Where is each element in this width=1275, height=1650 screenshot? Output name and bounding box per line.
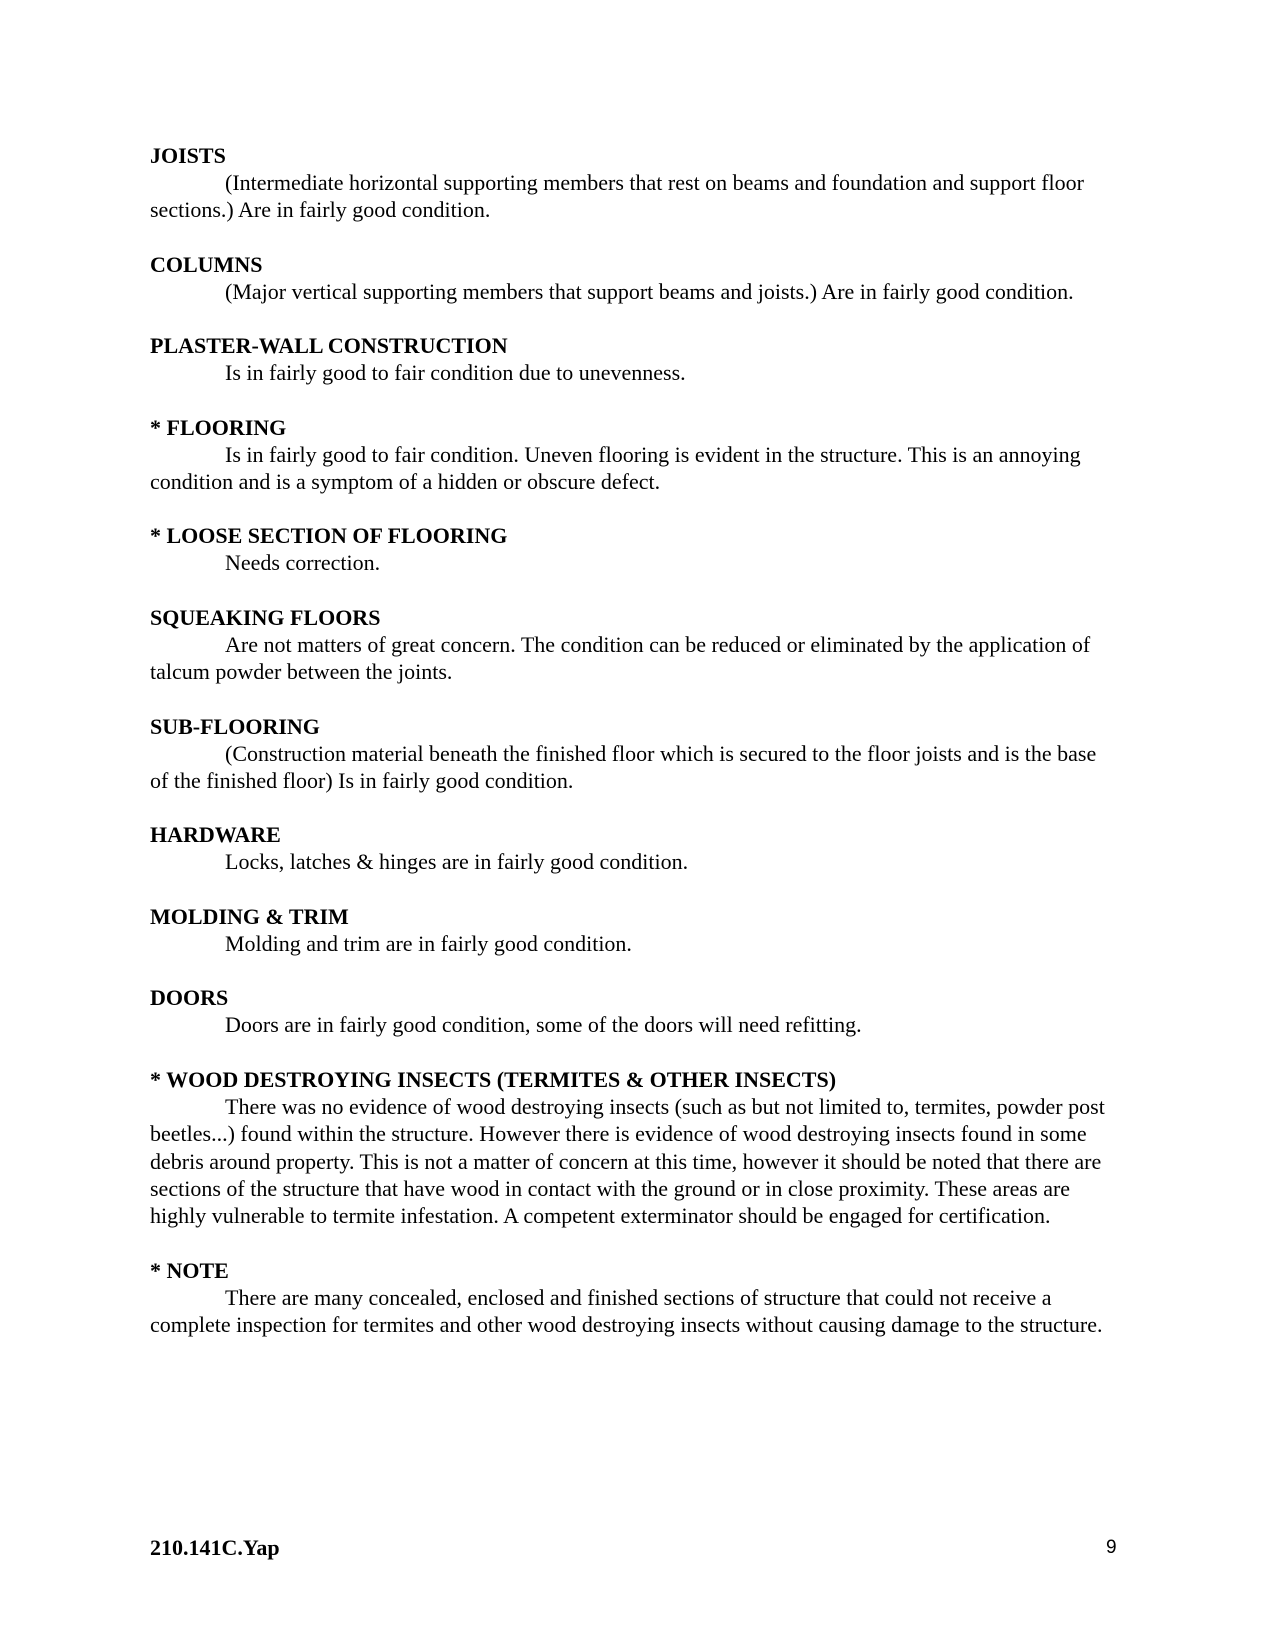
section-heading: DOORS <box>150 985 229 1011</box>
footer-document-id: 210.141C.Yap <box>150 1535 280 1560</box>
section-heading: SUB-FLOORING <box>150 713 320 739</box>
section-joists <box>150 142 1120 224</box>
section-hardware <box>150 821 1120 875</box>
section-text: Is in fairly good to fair condition due to unevenness. <box>225 360 686 386</box>
section-sub-flooring <box>150 713 1120 795</box>
section-doors <box>150 984 1120 1038</box>
section-text: Molding and trim are in fairly good condition. <box>225 930 632 956</box>
section-text: Needs correction. <box>225 550 381 576</box>
section-flooring <box>150 414 1120 496</box>
section-text: There are many concealed, enclosed and finished sections of structure that could not receive a complete inspection for termites and other wood destroying insects without causing damage to the structure. <box>150 1284 1103 1338</box>
section-molding-and-trim <box>150 903 1120 957</box>
report-page-body <box>150 142 1120 1366</box>
section-text: (Intermediate horizontal supporting members that rest on beams and foundation and support floor sections.) Are in fairly good condition. <box>150 170 1084 223</box>
section-heading: SQUEAKING FLOORS <box>150 604 381 630</box>
section-text: Are not matters of great concern. The condition can be reduced or eliminated by the application of talcum powder between the joints. <box>150 631 1091 685</box>
section-squeaking-floors <box>150 604 1120 686</box>
section-text: There was no evidence of wood destroying insects (such as but not limited to, termites, powder post beetles...) found within the structure. However there is evidence of wood destroying insects found in some debris around property. This is not a matter of concern at this time, however it should be noted that there are sections of the structure that have wood in contact with the ground or in close proximity. These areas are highly vulnerable to termite infestation. A competent exterminator should be engaged for certification. <box>150 1093 1105 1229</box>
section-heading: COLUMNS <box>150 251 263 277</box>
section-loose-section-of-flooring <box>150 522 1120 576</box>
section-heading: JOISTS <box>150 143 226 168</box>
section-heading: PLASTER-WALL CONSTRUCTION <box>150 333 508 359</box>
section-text: Doors are in fairly good condition, some of the doors will need refitting. <box>225 1012 862 1038</box>
section-text: Locks, latches & hinges are in fairly good condition. <box>225 849 689 875</box>
section-heading: HARDWARE <box>150 822 281 848</box>
section-heading: * WOOD DESTROYING INSECTS (TERMITES & OTHER INSECTS) <box>150 1066 837 1092</box>
section-text: (Construction material beneath the finished floor which is secured to the floor joists and is the base of the finished floor) Is in fairly good condition. <box>150 740 1097 794</box>
section-text: Is in fairly good to fair condition. Uneven flooring is evident in the structure. This is an annoying condition and is a symptom of a hidden or obscure defect. <box>150 441 1081 495</box>
footer-page-number: 9 <box>1106 1537 1117 1558</box>
section-note <box>150 1257 1120 1339</box>
section-columns <box>150 251 1120 305</box>
section-heading: MOLDING & TRIM <box>150 903 349 929</box>
section-heading: * LOOSE SECTION OF FLOORING <box>150 523 508 549</box>
section-text: (Major vertical supporting members that support beams and joists.) Are in fairly good condition. <box>225 278 1074 304</box>
section-heading: * NOTE <box>150 1257 229 1283</box>
section-plaster-wall-construction <box>150 332 1120 386</box>
section-wood-destroying-insects <box>150 1066 1120 1230</box>
section-heading: * FLOORING <box>150 414 287 440</box>
